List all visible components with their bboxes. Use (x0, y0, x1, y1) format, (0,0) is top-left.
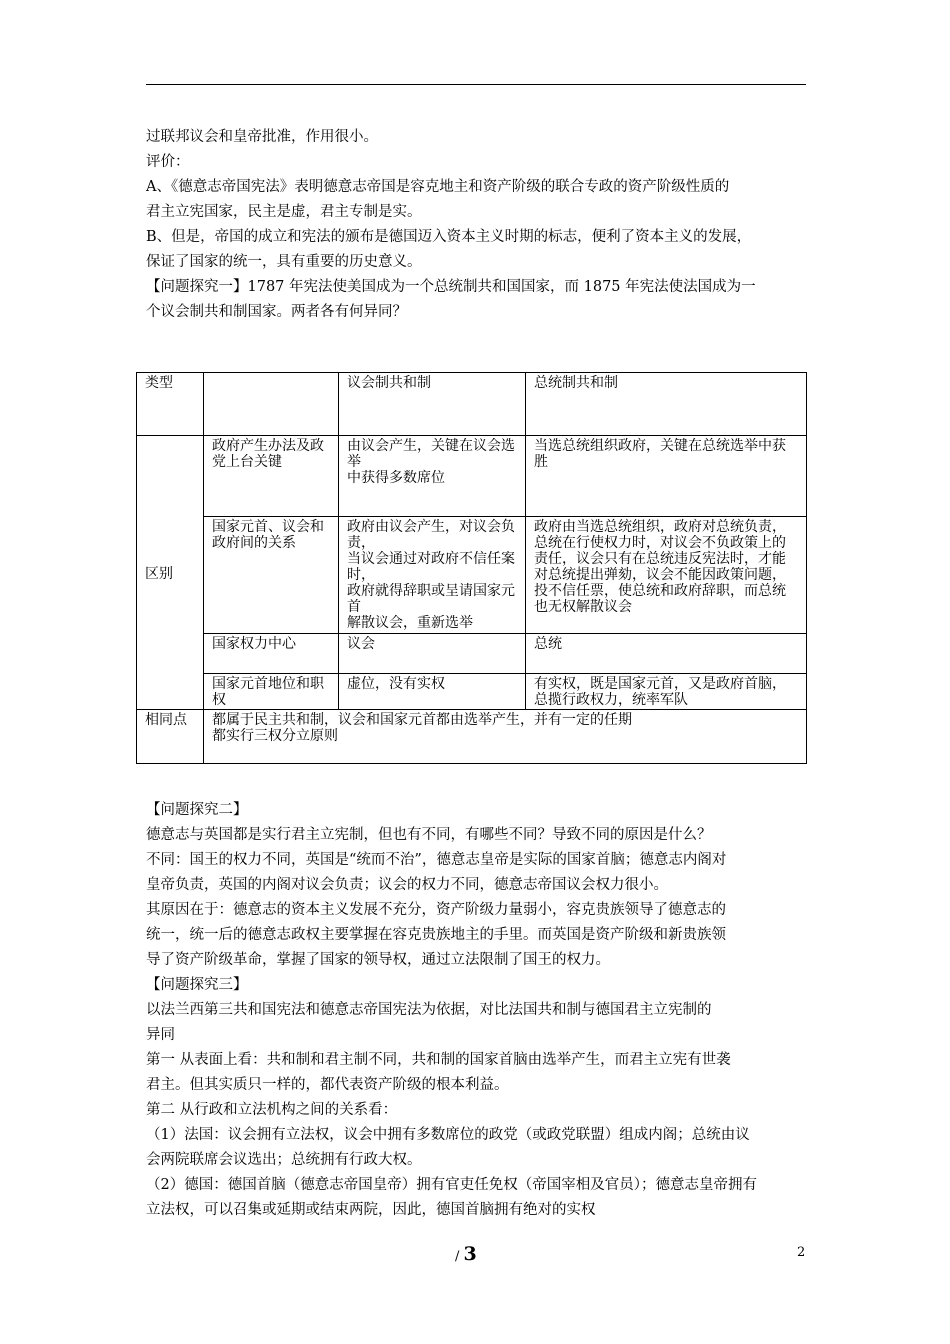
page-total (455, 1243, 477, 1265)
paragraph-line: 立法权，可以召集或延期或结束两院，因此，德国首脑拥有绝对的实权 (146, 1202, 596, 1218)
table-same-row (137, 710, 807, 764)
paragraph-line: 其原因在于：德意志的资本主义发展不充分，资产阶级力量弱小，容克贵族领导了德意志的 (146, 902, 726, 918)
page-total-number: 3 (463, 1243, 477, 1265)
paragraph-line: 皇帝负责，英国的内阁对议会负责；议会的权力不同，德意志帝国议会权力很小。 (146, 877, 668, 893)
row-parliamentary-cell: 政府由议会产生，对议会负责， 当议会通过对政府不信任案时， 政府就得辞职或呈请国家元首 解散议会，重新选举 (339, 517, 526, 634)
page-number: 2 (797, 1245, 806, 1260)
row-parliamentary-cell: 虚位，没有实权 (339, 674, 526, 710)
paragraph-line: 保证了国家的统一，具有重要的历史意义。 (146, 254, 422, 270)
difference-label-cell: 区别 (137, 436, 204, 710)
row-parliamentary-cell: 议会 (339, 634, 526, 674)
paragraph-line: 导了资产阶级革命，掌握了国家的领导权，通过立法限制了国王的权力。 (146, 952, 610, 968)
page-total-slash: / (455, 1249, 464, 1264)
paragraph-line: A、《德意志帝国宪法》表明德意志帝国是容克地主和资产阶级的联合专政的资产阶级性质的 (146, 179, 730, 195)
paragraph-line: 第二 从行政和立法机构之间的关系看： (146, 1102, 398, 1118)
paragraph-line: 统一，统一后的德意志政权主要掌握在容克贵族地主的手里。而英国是资产阶级和新贵族领 (146, 927, 726, 943)
header-type-cell: 类型 (137, 373, 204, 436)
paragraph-line: 君主立宪国家，民主是虚，君主专制是实。 (146, 204, 422, 220)
row-item-cell: 国家元首、议会和政府间的关系 (204, 517, 339, 634)
header-empty-cell (204, 373, 339, 436)
table-row (137, 436, 807, 517)
header-parliamentary-cell: 议会制共和制 (339, 373, 526, 436)
paragraph-line: B、但是，帝国的成立和宪法的颁布是德国迈入资本主义时期的标志，便利了资本主义的发展， (146, 229, 752, 245)
row-item-cell: 政府产生办法及政党上台关键 (204, 436, 339, 517)
header-rule (146, 84, 806, 85)
row-presidential-cell: 总统 (526, 634, 807, 674)
paragraph-line: 第一 从表面上看：共和制和君主制不同，共和制的国家首脑由选举产生，而君主立宪有世袭 (146, 1052, 731, 1068)
row-presidential-cell: 政府由当选总统组织，政府对总统负责，总统在行使权力时，对议会不负政策上的责任，议会只有在总统违反宪法时，才能对总统提出弹劾，议会不能因政策问题，投不信任票，使总统和政府辞职，而总统也无权解散议会 (526, 517, 807, 634)
row-item-cell: 国家元首地位和职权 (204, 674, 339, 710)
paragraph-line: 【问题探究一】1787 年宪法使美国成为一个总统制共和国国家，而 1875 年宪法使法国成为一 (146, 279, 756, 295)
row-presidential-cell: 当选总统组织政府，关键在总统选举中获胜 (526, 436, 807, 517)
paragraph-line: 会两院联席会议选出；总统拥有行政大权。 (146, 1152, 422, 1168)
paragraph-line: 【问题探究三】 (146, 977, 248, 993)
paragraph-line: 评价： (146, 154, 190, 170)
same-label-cell: 相同点 (137, 710, 204, 764)
paragraph-line: 以法兰西第三共和国宪法和德意志帝国宪法为依据，对比法国共和制与德国君主立宪制的 (146, 1002, 712, 1018)
paragraph-line: 德意志与英国都是实行君主立宪制，但也有不同，有哪些不同？导致不同的原因是什么？ (146, 827, 712, 843)
same-text-cell: 都属于民主共和制，议会和国家元首都由选举产生，并有一定的任期 都实行三权分立原则 (204, 710, 807, 764)
paragraph-line: 个议会制共和制国家。两者各有何异同？ (146, 304, 407, 320)
header-presidential-cell: 总统制共和制 (526, 373, 807, 436)
table-row (137, 634, 807, 674)
paragraph-line: （1）法国：议会拥有立法权，议会中拥有多数席位的政党（或政党联盟）组成内阁；总统由议 (146, 1127, 750, 1143)
row-presidential-cell: 有实权，既是国家元首，又是政府首脑，总揽行政权力，统率军队 (526, 674, 807, 710)
comparison-table (136, 372, 807, 764)
paragraph-line: 【问题探究二】 (146, 802, 248, 818)
paragraph-line: （2）德国：德国首脑（德意志帝国皇帝）拥有官吏任免权（帝国宰相及官员）；德意志皇帝拥有 (146, 1177, 757, 1193)
row-parliamentary-cell: 由议会产生，关键在议会选举 中获得多数席位 (339, 436, 526, 517)
row-item-cell: 国家权力中心 (204, 634, 339, 674)
table-row (137, 674, 807, 710)
table-header-row (137, 373, 807, 436)
paragraph-line: 过联邦议会和皇帝批准，作用很小。 (146, 129, 378, 145)
paragraph-line: 不同：国王的权力不同，英国是“统而不治”，德意志皇帝是实际的国家首脑；德意志内阁对 (146, 852, 727, 868)
paragraph-line: 君主。但其实质只一样的，都代表资产阶级的根本利益。 (146, 1077, 509, 1093)
table-row (137, 517, 807, 634)
paragraph-line: 异同 (146, 1027, 175, 1043)
